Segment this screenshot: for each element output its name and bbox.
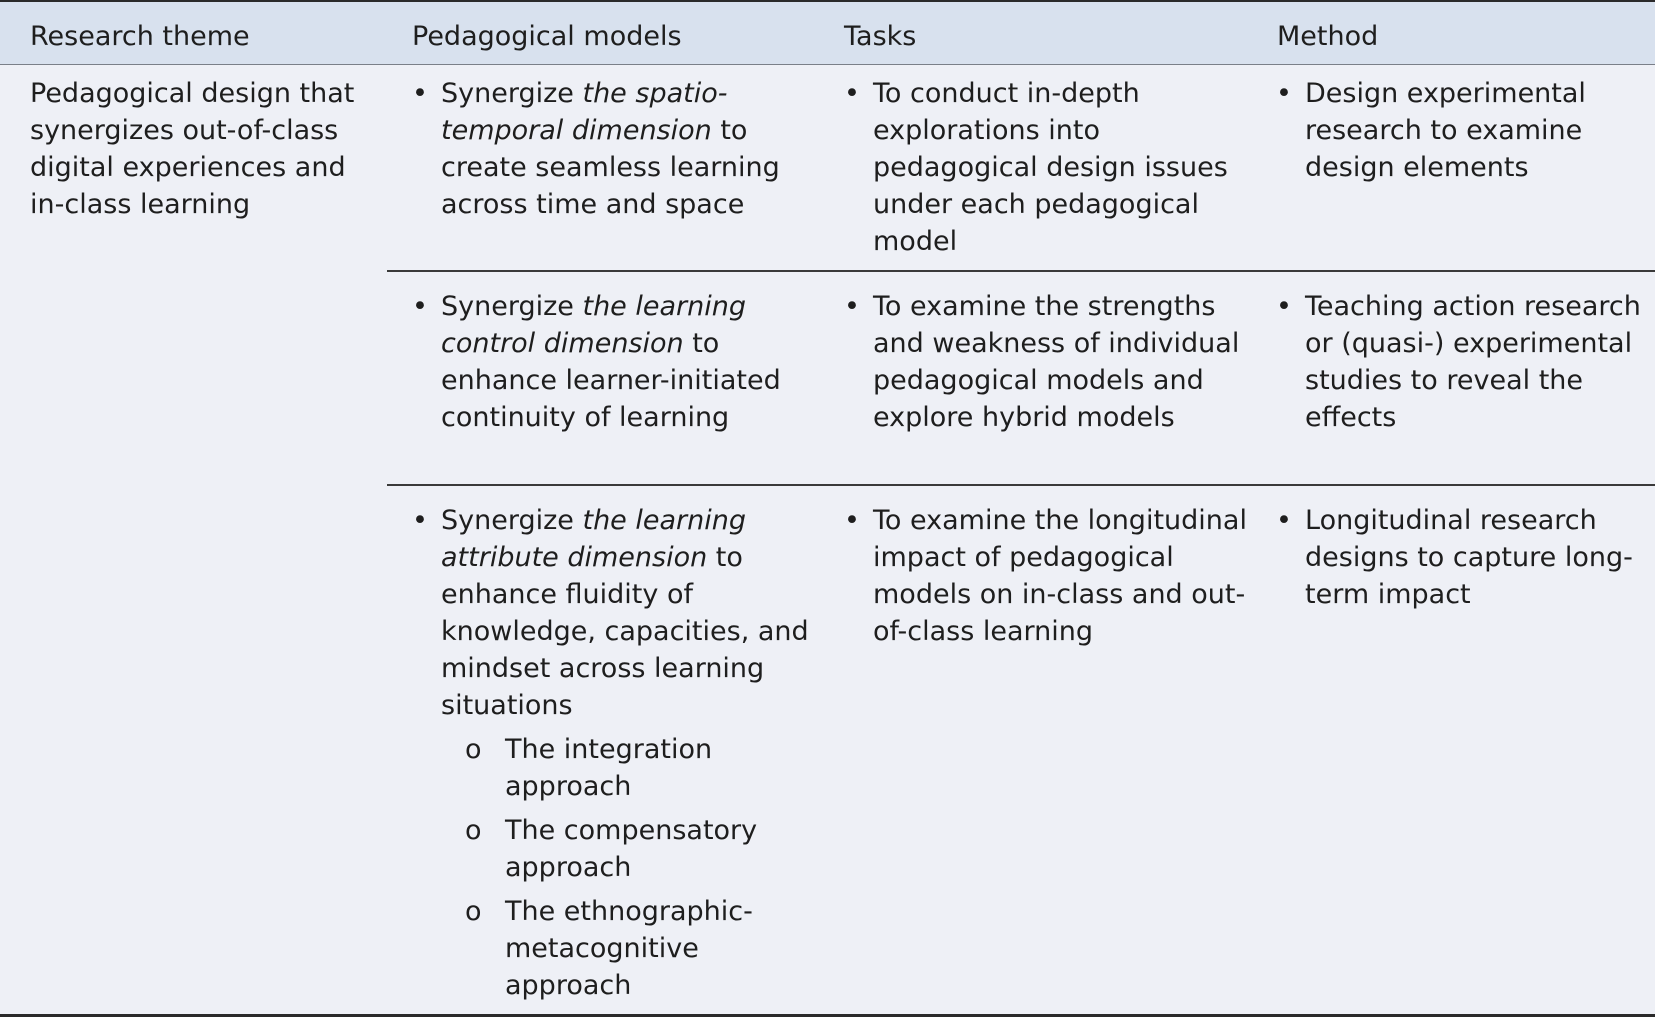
- header-tasks: Tasks: [844, 21, 917, 52]
- bullet-icon: •: [1276, 291, 1292, 322]
- bullet-icon: •: [844, 78, 860, 109]
- task-text-3: To examine the longitudinal impact of pedagogical models on in-class and out-of-class learning: [873, 505, 1247, 647]
- sub-item-text: The compensatory approach: [505, 815, 758, 883]
- row-separator: [387, 484, 1655, 486]
- bullet-icon: •: [412, 291, 428, 322]
- header-method: Method: [1277, 21, 1379, 52]
- sub-bullet-icon: o: [465, 734, 482, 765]
- sub-item-text: The integration approach: [505, 734, 713, 802]
- model-text-3: Synergize the learning attribute dimension to enhance fluidity of knowledge, capacities, and mindset across learning situations: [441, 505, 809, 721]
- research-theme-text: Pedagogical design that synergizes out-of-class digital experiences and in-class learning: [30, 78, 355, 220]
- header-pedagogical-models: Pedagogical models: [412, 21, 682, 52]
- bullet-icon: •: [844, 291, 860, 322]
- row-separator: [387, 270, 1655, 272]
- model-text-1: Synergize the spatio-temporal dimension to create seamless learning across time and space: [441, 78, 780, 220]
- task-text-1: To conduct in-depth explorations into pedagogical design issues under each pedagogical model: [873, 78, 1228, 257]
- bullet-icon: •: [844, 505, 860, 536]
- method-text-3: Longitudinal research designs to capture long-term impact: [1305, 505, 1633, 610]
- bullet-icon: •: [412, 78, 428, 109]
- sub-item-text: The ethnographic-metacognitive approach: [505, 896, 753, 1001]
- table-header-row: [0, 2, 1655, 64]
- model-emphasis-1: the spatio-temporal dimension: [441, 78, 728, 146]
- header-rule: [0, 64, 1655, 65]
- method-text-1: Design experimental research to examine design elements: [1305, 78, 1586, 183]
- method-text-2: Teaching action research or (quasi-) experimental studies to reveal the effects: [1305, 291, 1641, 433]
- sub-bullet-icon: o: [465, 815, 482, 846]
- model-emphasis-2: the learning control dimension: [441, 291, 747, 359]
- bullet-icon: •: [412, 505, 428, 536]
- header-research-theme: Research theme: [30, 21, 250, 52]
- research-theme-cell: [30, 75, 370, 223]
- sub-bullet-icon: o: [465, 896, 482, 927]
- bullet-icon: •: [1276, 505, 1292, 536]
- bullet-icon: •: [1276, 78, 1292, 109]
- model-text-2: Synergize the learning control dimension to enhance learner-initiated continuity of learning: [441, 291, 781, 433]
- task-text-2: To examine the strengths and weakness of individual pedagogical models and explore hybrid models: [873, 291, 1240, 433]
- model-emphasis-3: the learning attribute dimension: [441, 505, 747, 573]
